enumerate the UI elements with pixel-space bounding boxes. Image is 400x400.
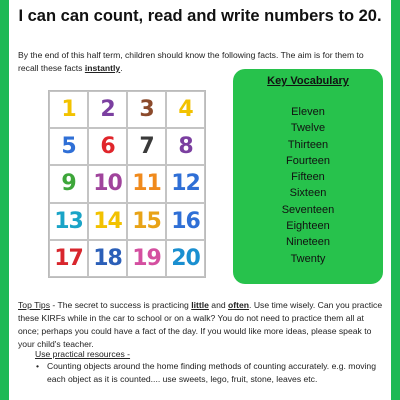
number-cell: 11 <box>127 165 166 202</box>
vocabulary-list <box>233 104 383 267</box>
number-cell: 18 <box>88 240 127 277</box>
bullet-icon: • <box>36 361 40 371</box>
number-cell: 14 <box>88 203 127 240</box>
tips-little: little <box>191 300 209 310</box>
resources-list <box>36 360 383 386</box>
key-vocabulary-box <box>233 69 383 284</box>
intro-end: . <box>120 63 123 73</box>
number-cell: 15 <box>127 203 166 240</box>
key-vocabulary-title: Key Vocabulary <box>267 75 349 87</box>
number-cell: 7 <box>127 128 166 165</box>
vocab-word: Nineteen <box>285 236 331 249</box>
number-cell: 6 <box>88 128 127 165</box>
vocab-word: Thirteen <box>287 138 329 151</box>
tips-text-2: . Use time wisely. Can you practice these KIRFs while in the car to school or on a walk? You do not need to practice them all at once; perhaps you could have a fact of the day. If you would like more ideas, please speak to your child's teacher. <box>18 300 383 349</box>
intro-emphasis: instantly <box>84 63 121 73</box>
number-cell: 9 <box>49 165 88 202</box>
intro-text: By the end of this half term, children should know the following facts. The aim is for them to recall these facts <box>18 50 364 73</box>
number-cell: 17 <box>49 240 88 277</box>
number-cell: 3 <box>127 91 166 128</box>
tips-and: and <box>208 300 229 310</box>
number-cell: 16 <box>166 203 205 240</box>
vocab-word: Sixteen <box>289 187 327 200</box>
number-cell: 2 <box>88 91 127 128</box>
top-tips-paragraph <box>18 299 386 351</box>
vocab-word: Twelve <box>290 122 326 135</box>
number-cell: 19 <box>127 240 166 277</box>
resources-heading: Use practical resources - <box>35 349 131 359</box>
vocab-word: Fourteen <box>285 154 331 167</box>
number-cell: 12 <box>166 165 205 202</box>
vocab-word: Twenty <box>290 252 326 265</box>
number-grid <box>48 90 206 278</box>
tips-text-1: - The secret to success is practicing <box>50 300 192 310</box>
number-cell: 20 <box>166 240 205 277</box>
number-cell: 8 <box>166 128 205 165</box>
vocab-word: Eleven <box>291 106 325 118</box>
kirf-sheet <box>9 0 391 400</box>
vocab-word: Fifteen <box>291 171 325 184</box>
page-title: I can can count, read and write numbers to 20. <box>18 7 382 25</box>
number-cell: 1 <box>49 91 88 128</box>
number-cell: 4 <box>166 91 205 128</box>
vocab-word: Eighteen <box>286 220 330 233</box>
top-tips-label: Top Tips <box>18 300 51 310</box>
number-cell: 10 <box>88 165 127 202</box>
tips-often: often <box>228 300 250 310</box>
vocab-word: Seventeen <box>281 203 335 216</box>
number-cell: 13 <box>49 203 88 240</box>
resources-item: Counting objects around the home finding methods of counting accurately. e.g. moving each object as it is counted.... use sweets, lego, fruit, stone, leaves etc. <box>47 361 376 384</box>
number-cell: 5 <box>49 128 88 165</box>
